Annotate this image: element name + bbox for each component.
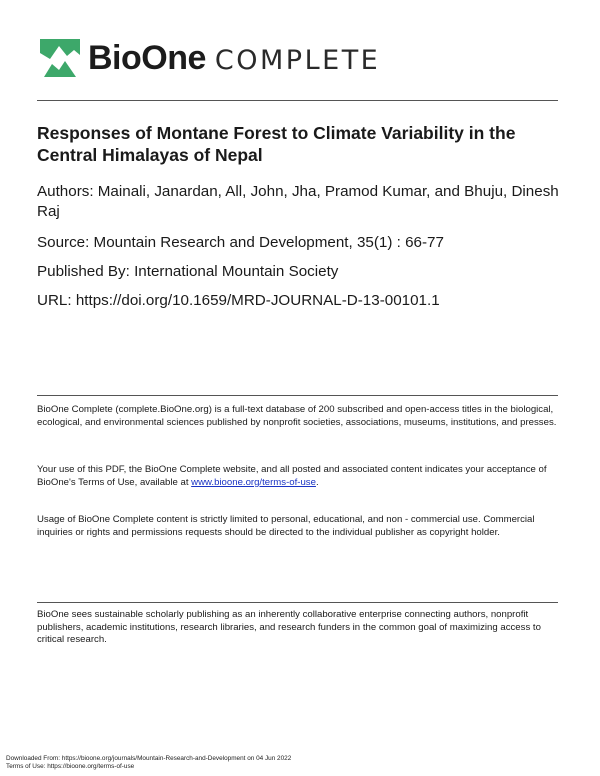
bioone-logo-mark-icon xyxy=(40,39,80,77)
notice-divider-top xyxy=(37,395,558,396)
terms-notice xyxy=(37,464,559,489)
article-url[interactable]: URL: https://doi.org/10.1659/MRD-JOURNAL-D-13-00101.1 xyxy=(37,292,440,309)
logo-bioone-text: BioOne xyxy=(88,38,206,77)
logo-wordmark xyxy=(88,39,380,78)
header-divider xyxy=(37,100,558,101)
mission-notice: BioOne sees sustainable scholarly publishing as an inherently collaborative enterprise connecting authors, nonprofit publishers, academic institutions, research libraries, and research funders in the common goal of maximizing access to critical research. xyxy=(37,609,541,646)
terms-of-use-link[interactable]: www.bioone.org/terms-of-use xyxy=(191,476,316,488)
bioone-logo[interactable] xyxy=(40,38,380,78)
footer-terms: Terms of Use: https://bioone.org/terms-of-use xyxy=(6,763,135,770)
article-publisher: Published By: International Mountain Society xyxy=(37,263,339,280)
usage-notice: Usage of BioOne Complete content is strictly limited to personal, educational, and non - commercial use. Commercial inquiries or rights and permissions requests should be directed to the individual publisher as copyright holder. xyxy=(37,514,535,538)
download-info: Downloaded From: https://bioone.org/journals/Mountain-Research-and-Development on 04 Jun 2022 xyxy=(6,755,292,762)
about-notice: BioOne Complete (complete.BioOne.org) is a full-text database of 200 subscribed and open-access titles in the biological, ecological, and environmental sciences published by nonprofit societies, associations, museums, institutions, and presses. xyxy=(37,404,557,428)
terms-notice-prefix: Your use of this PDF, the BioOne Complete website, and all posted and associated content indicates your acceptance of BioOne's Terms of Use, available at xyxy=(37,464,547,488)
logo-complete-text: COMPLETE xyxy=(214,44,381,76)
terms-notice-suffix: . xyxy=(315,476,319,488)
notice-divider-bottom xyxy=(37,602,558,603)
article-title: Responses of Montane Forest to Climate Variability in the Central Himalayas of Nepal xyxy=(37,123,516,165)
article-authors: Authors: Mainali, Janardan, All, John, Jha, Pramod Kumar, and Bhuju, Dinesh Raj xyxy=(37,183,559,220)
article-source: Source: Mountain Research and Development, 35(1) : 66-77 xyxy=(37,234,444,251)
